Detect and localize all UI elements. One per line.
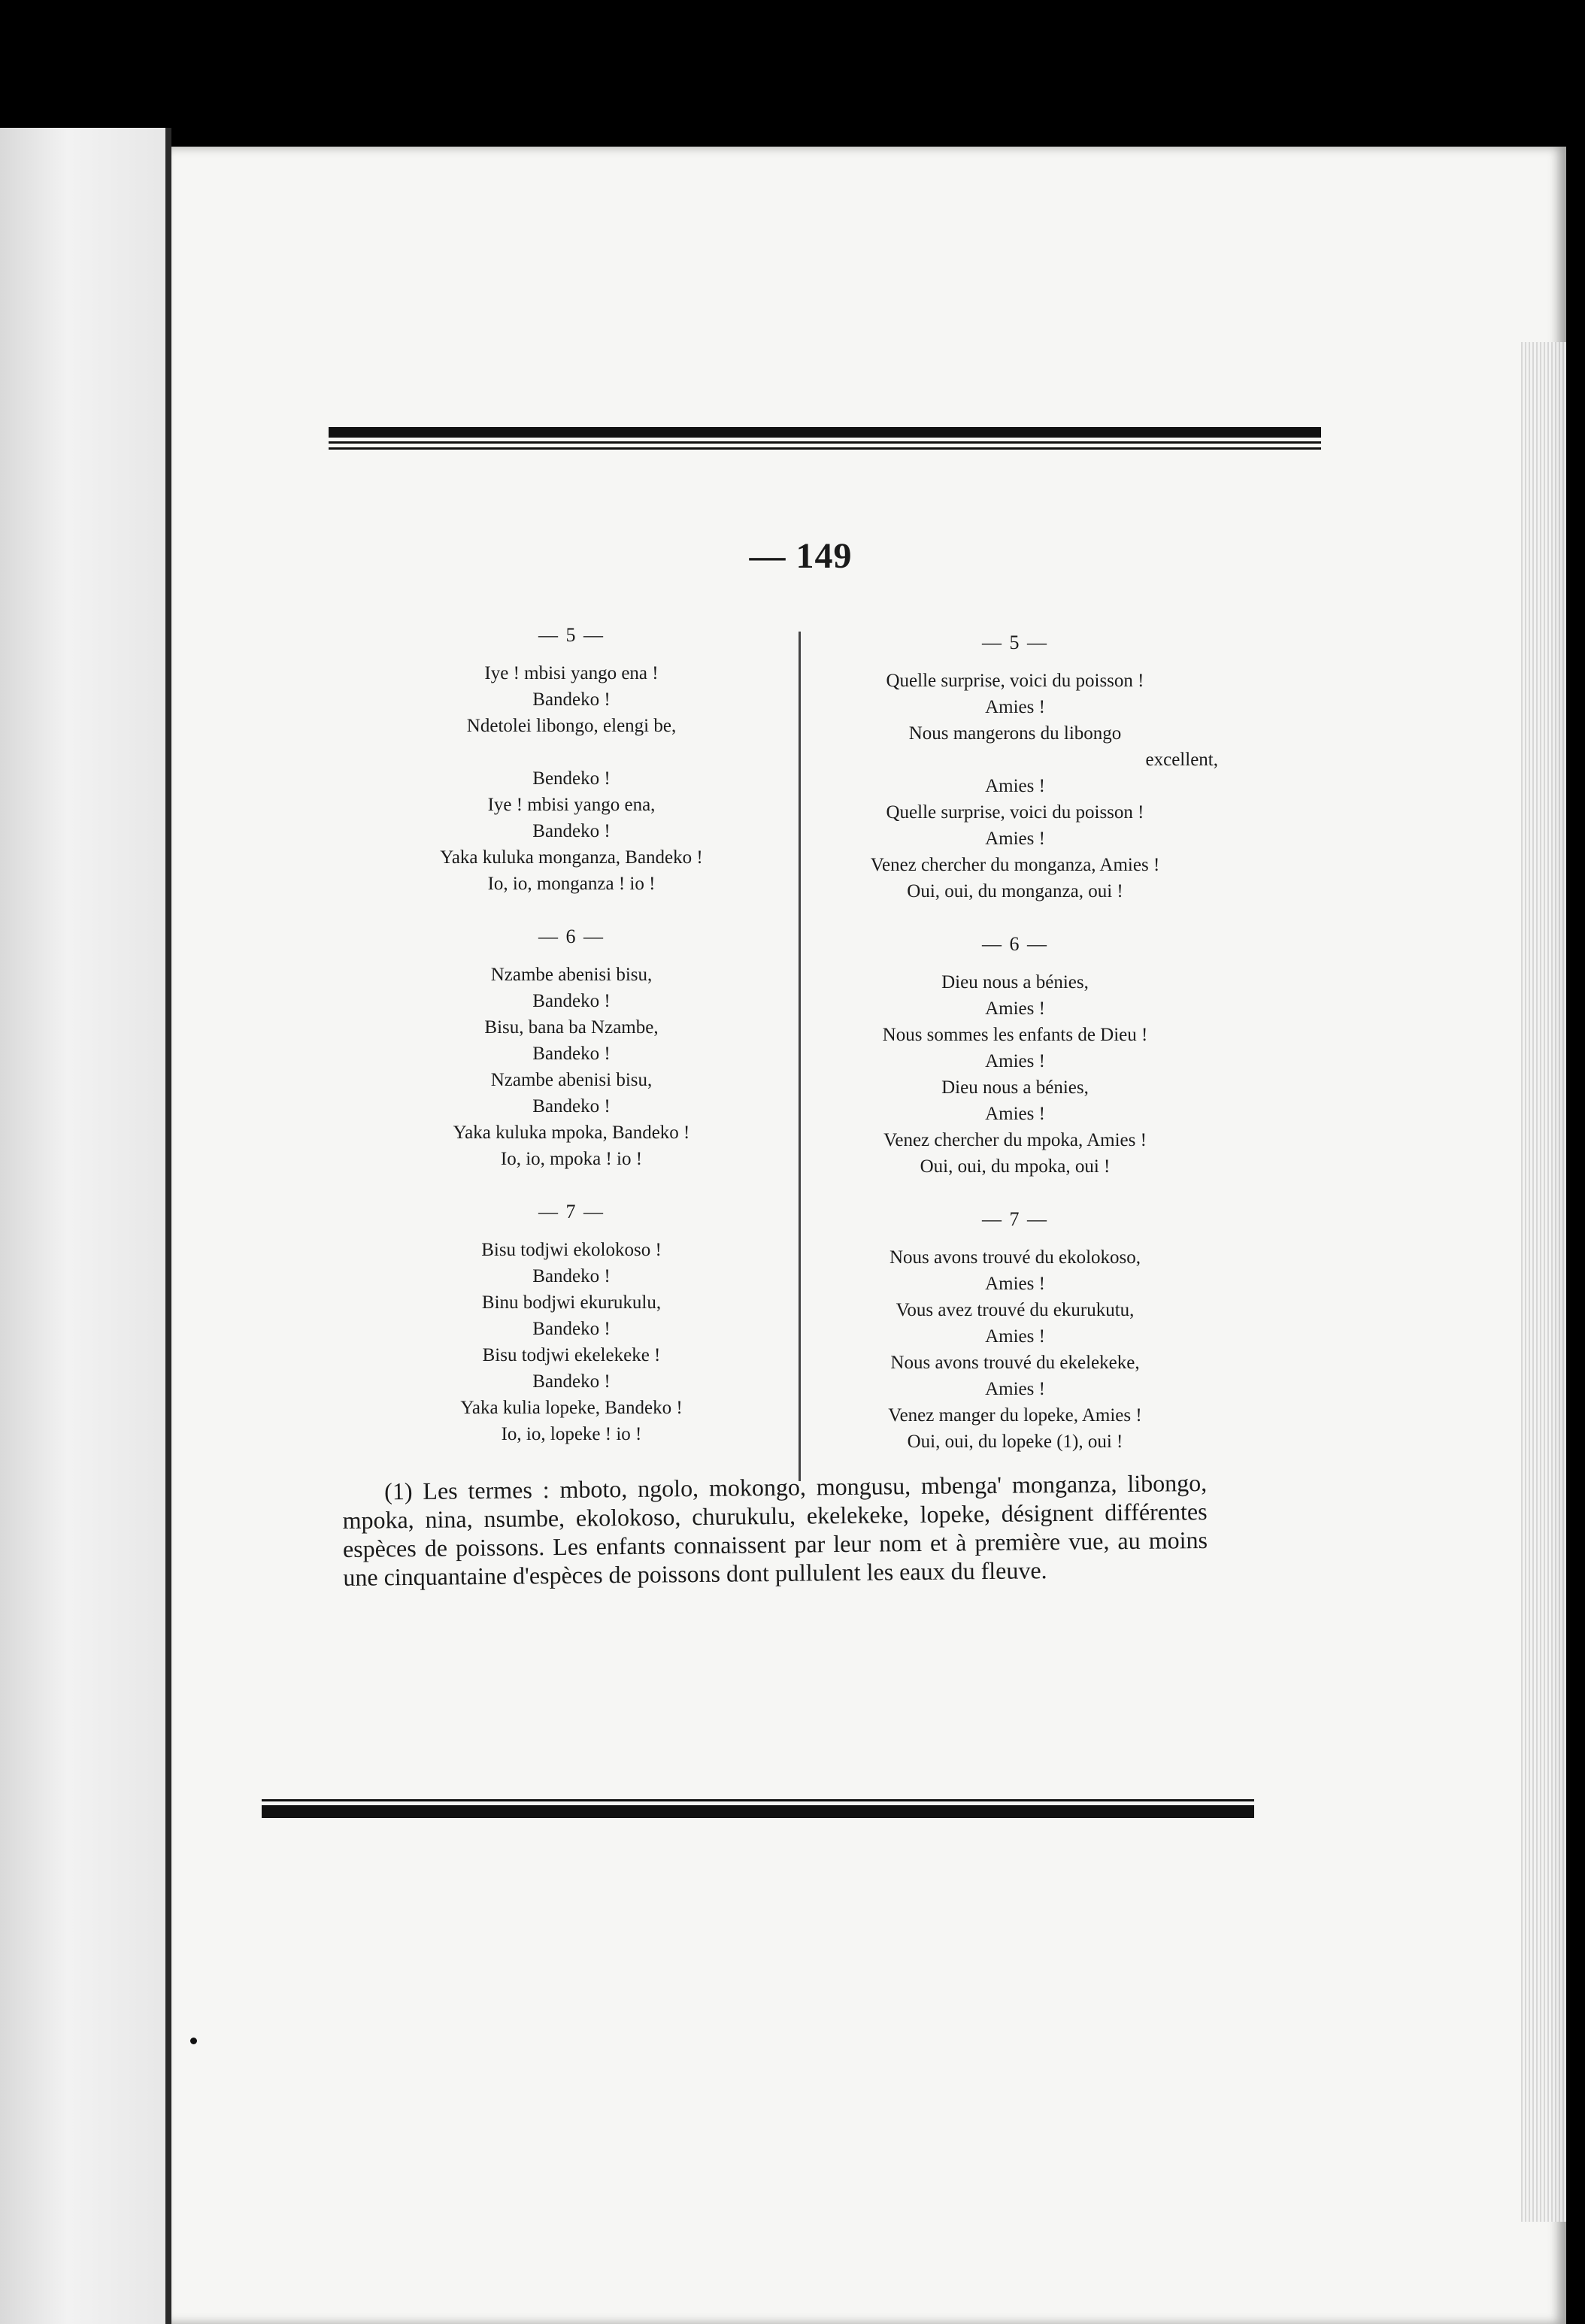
verse-line: Venez manger du lopeke, Amies ! xyxy=(888,1405,1142,1426)
verse-line: Nous sommes les enfants de Dieu ! xyxy=(882,1025,1148,1045)
stanza-5-french xyxy=(797,632,1233,904)
verse-line: Nzambe abenisi bisu, xyxy=(490,965,653,985)
stanza-number: — 7 — xyxy=(982,1208,1048,1230)
verse-line: Amies ! xyxy=(985,1379,1045,1399)
verse-line: Amies ! xyxy=(985,1051,1045,1071)
page-number: — 149 xyxy=(749,536,853,576)
verse-line: Io, io, monganza ! io ! xyxy=(487,874,656,894)
verse-line: Iye ! mbisi yango ena, xyxy=(487,795,656,815)
verse-line: Dieu nous a bénies, xyxy=(941,1077,1089,1098)
verse-line: excellent, xyxy=(1145,750,1218,770)
stanza-7-lingala xyxy=(361,1201,782,1447)
verse-line: Bisu todjwi ekelekeke ! xyxy=(482,1345,661,1365)
verse-line: Bisu todjwi ekolokoso ! xyxy=(481,1240,662,1260)
verse-line: Amies ! xyxy=(985,829,1045,849)
verse-line: Nous avons trouvé du ekelekeke, xyxy=(890,1353,1140,1373)
verse-line: Amies ! xyxy=(985,998,1045,1019)
verse-line: Nzambe abenisi bisu, xyxy=(490,1070,653,1090)
stanza-number: — 5 — xyxy=(538,624,605,646)
bottom-rule xyxy=(262,1795,1254,1818)
verse-line: Bandeko ! xyxy=(532,991,611,1011)
verse-line: Amies ! xyxy=(985,697,1045,717)
stanza-6-french xyxy=(797,933,1233,1180)
verse-line: Quelle surprise, voici du poisson ! xyxy=(886,671,1144,691)
verse-line xyxy=(361,739,782,765)
verse-line: Oui, oui, du lopeke (1), oui ! xyxy=(907,1432,1123,1452)
verse-line: Amies ! xyxy=(985,1326,1045,1347)
verse-line: Bandeko ! xyxy=(532,689,611,710)
verse-line: Dieu nous a bénies, xyxy=(941,972,1089,992)
book-spine-shadow xyxy=(165,128,171,2324)
verse-line: Vous avez trouvé du ekurukutu, xyxy=(896,1300,1135,1320)
verse-line: Oui, oui, du monganza, oui ! xyxy=(907,881,1123,901)
stanza-number: — 6 — xyxy=(538,926,605,947)
verse-line: Binu bodjwi ekurukulu, xyxy=(481,1292,662,1313)
verse-line: Nous mangerons du libongo xyxy=(908,723,1122,744)
verse-line: Amies ! xyxy=(985,1274,1045,1294)
verse-line: Iye ! mbisi yango ena ! xyxy=(484,663,659,683)
verse-line: Venez chercher du mpoka, Amies ! xyxy=(883,1130,1147,1150)
verse-line: Amies ! xyxy=(985,776,1045,796)
footnote-text: (1) Les termes : mboto, ngolo, mokongo, mongusu, mbenga' monganza, libongo, mpoka, nina, nsumbe, ekolokoso, churukulu, ekelekeke, lopeke, désignent différentes espèces de poissons. Les enfants connaissent par leur nom et à première vue, au moins une cinquantaine d'espèces de poissons dont pullulent les eaux du fleuve. xyxy=(342,1468,1208,1591)
page-edges xyxy=(1521,342,1566,2222)
verse-line: Quelle surprise, voici du poisson ! xyxy=(886,802,1144,823)
verse-line: Bisu, bana ba Nzambe, xyxy=(484,1017,659,1038)
verse-line: Nous avons trouvé du ekolokoso, xyxy=(889,1247,1141,1268)
stanza-6-lingala xyxy=(361,926,782,1172)
verse-line: Bandeko ! xyxy=(532,821,611,841)
left-column-lingala xyxy=(361,624,782,1476)
verse-line: Bandeko ! xyxy=(532,1096,611,1117)
verse-line: Bandeko ! xyxy=(532,1371,611,1392)
stanza-number: — 5 — xyxy=(982,632,1048,653)
verse-line: Amies ! xyxy=(985,1104,1045,1124)
stanza-7-french xyxy=(797,1208,1233,1455)
verse-line: Io, io, mpoka ! io ! xyxy=(500,1149,643,1169)
verse-line: Bandeko ! xyxy=(532,1266,611,1286)
right-column-french xyxy=(797,632,1233,1483)
verse-line: Bandeko ! xyxy=(532,1319,611,1339)
scan-speck xyxy=(190,2038,197,2044)
verse-line: Bendeko ! xyxy=(532,768,611,789)
verse-line: Yaka kuluka monganza, Bandeko ! xyxy=(440,847,703,868)
verse-line: Ndetolei libongo, elengi be, xyxy=(466,716,677,736)
verse-line: Io, io, lopeke ! io ! xyxy=(501,1424,642,1444)
stanza-number: — 6 — xyxy=(982,933,1048,955)
footnote xyxy=(342,1468,1208,1592)
verse-line: Venez chercher du monganza, Amies ! xyxy=(870,855,1160,875)
verse-line: Yaka kuluka mpoka, Bandeko ! xyxy=(453,1123,690,1143)
verse-line: Yaka kulia lopeke, Bandeko ! xyxy=(460,1398,683,1418)
verse-line: Oui, oui, du mpoka, oui ! xyxy=(920,1156,1111,1177)
top-rule xyxy=(329,427,1321,450)
stanza-5-lingala xyxy=(361,624,782,897)
scan-background xyxy=(0,128,169,2324)
verse-line: Bandeko ! xyxy=(532,1044,611,1064)
stanza-number: — 7 — xyxy=(538,1201,605,1223)
